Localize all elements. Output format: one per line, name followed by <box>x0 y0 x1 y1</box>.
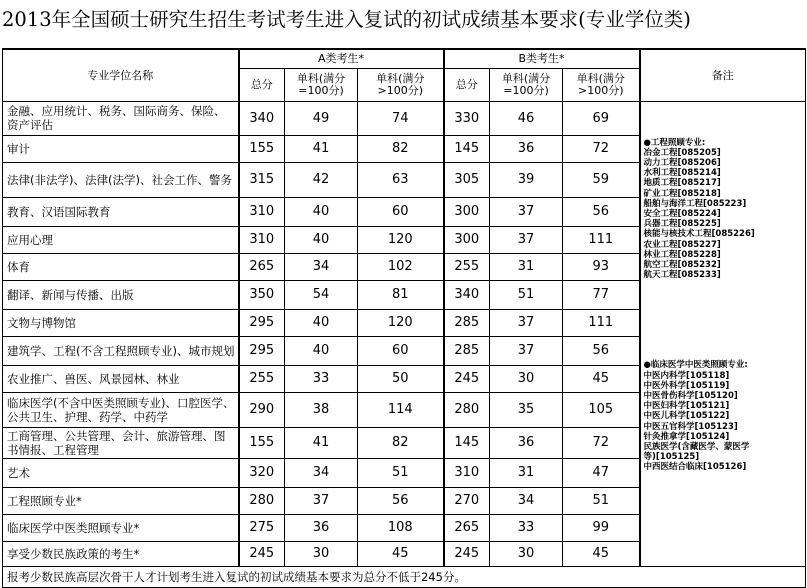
header-row-1 <box>3 49 806 68</box>
b-total-score: 285 <box>444 309 490 336</box>
a-single100-score: 40 <box>285 336 358 365</box>
b-total-header: 总分 <box>444 68 490 101</box>
medicine-remark <box>641 360 806 472</box>
program-name: 建筑学、工程(不含工程照顾专业)、城市规划 <box>3 336 239 365</box>
b-single-gt100-header: 单科(满分 >100分) <box>563 68 640 101</box>
a-total-score: 295 <box>239 336 285 365</box>
group-header-b: B类考生* <box>444 49 640 68</box>
a-total-score: 340 <box>239 101 285 135</box>
b-single100-score: 36 <box>490 427 563 458</box>
remark-line: 中医外科学[105119] <box>643 380 730 391</box>
a-total-score: 245 <box>239 541 285 566</box>
a-single-gt100-score: 114 <box>358 392 444 427</box>
a-total-header: 总分 <box>239 68 285 101</box>
a-total-score: 295 <box>239 309 285 336</box>
a-single-gt100-score: 81 <box>358 280 444 309</box>
b-single-gt100-score: 93 <box>563 253 640 280</box>
b-total-score: 340 <box>444 280 490 309</box>
a-total-score: 255 <box>239 365 285 392</box>
a-single100-score: 34 <box>285 253 358 280</box>
remark-line: 林业工程[085228] <box>643 249 721 260</box>
b-single100-score: 34 <box>490 487 563 514</box>
b-single100-score: 35 <box>490 392 563 427</box>
a-single-gt100-score: 56 <box>358 487 444 514</box>
a-single-gt100-score: 50 <box>358 365 444 392</box>
b-single-gt100-score: 99 <box>563 514 640 541</box>
a-single-gt100-score: 108 <box>358 514 444 541</box>
remark-line: 中医儿科学[105122] <box>643 411 730 422</box>
b-total-score: 300 <box>444 226 490 253</box>
b-single-gt100-score: 72 <box>563 427 640 458</box>
a-total-score: 310 <box>239 226 285 253</box>
a-single100-score: 40 <box>285 226 358 253</box>
a-single100-score: 40 <box>285 197 358 226</box>
b-single-gt100-score: 69 <box>563 101 640 135</box>
remark-line: 中医五官科学[105123] <box>643 421 738 432</box>
program-name: 金融、应用统计、税务、国际商务、保险、资产评估 <box>3 101 239 135</box>
b-single100-score: 51 <box>490 280 563 309</box>
b-total-score: 270 <box>444 487 490 514</box>
b-single100-score: 37 <box>490 226 563 253</box>
remark-line: 核能与核技术工程[085226] <box>643 229 755 240</box>
program-name: 农业推广、兽医、风景园林、林业 <box>3 365 239 392</box>
remarks-cell <box>640 101 806 566</box>
remark-line: 民族医学(含藏医学、蒙医学 <box>643 441 750 452</box>
a-single-gt100-score: 120 <box>358 309 444 336</box>
group-header-a: A类考生* <box>239 49 444 68</box>
b-single100-score: 31 <box>490 253 563 280</box>
program-name: 体育 <box>3 253 239 280</box>
a-single100-score: 36 <box>285 514 358 541</box>
a-total-score: 275 <box>239 514 285 541</box>
remark-line: 中医骨伤科学[105120] <box>643 390 738 401</box>
program-name: 临床医学(不含中医类照顾专业)、口腔医学、公共卫生、护理、药学、中药学 <box>3 392 239 427</box>
b-total-score: 245 <box>444 365 490 392</box>
b-total-score: 285 <box>444 336 490 365</box>
a-single100-score: 41 <box>285 135 358 162</box>
engineering-remark <box>641 138 806 281</box>
a-single100-score: 41 <box>285 427 358 458</box>
remark-line: 兵器工程[085225] <box>643 219 721 230</box>
b-single100-score: 30 <box>490 365 563 392</box>
b-single-gt100-score: 111 <box>563 309 640 336</box>
remark-line: 中西医结合临床[105126] <box>643 462 747 473</box>
remark-line: 水利工程[085214] <box>643 168 721 179</box>
table-row <box>3 101 806 135</box>
b-single100-score: 36 <box>490 135 563 162</box>
b-single100-score: 37 <box>490 336 563 365</box>
b-single100-score: 33 <box>490 514 563 541</box>
a-single-gt100-score: 51 <box>358 458 444 487</box>
a-single100-score: 49 <box>285 101 358 135</box>
a-single100-score: 33 <box>285 365 358 392</box>
remark-line: 船舶与海洋工程[085223] <box>643 198 747 209</box>
b-single-gt100-score: 45 <box>563 541 640 566</box>
a-total-score: 280 <box>239 487 285 514</box>
b-single100-score: 46 <box>490 101 563 135</box>
remark-line: 矿业工程[085218] <box>643 188 721 199</box>
a-single100-score: 37 <box>285 487 358 514</box>
a-single100-header: 单科(满分 =100分) <box>285 68 358 101</box>
a-single100-score: 30 <box>285 541 358 566</box>
program-name: 翻译、新闻与传播、出版 <box>3 280 239 309</box>
program-name: 工商管理、公共管理、会计、旅游管理、图书情报、工程管理 <box>3 427 239 458</box>
b-total-score: 280 <box>444 392 490 427</box>
remark-line: 中医内科学[105118] <box>643 370 730 381</box>
remark-line: 地质工程[085217] <box>643 178 721 189</box>
b-total-score: 145 <box>444 427 490 458</box>
b-total-score: 145 <box>444 135 490 162</box>
remark-line: 航天工程[085233] <box>643 270 721 281</box>
remark-line: ●工程照顾专业: <box>643 137 706 148</box>
a-single100-score: 38 <box>285 392 358 427</box>
a-total-score: 155 <box>239 135 285 162</box>
score-table <box>2 48 806 588</box>
b-single100-score: 37 <box>490 197 563 226</box>
b-single-gt100-score: 77 <box>563 280 640 309</box>
a-single100-score: 34 <box>285 458 358 487</box>
a-single100-score: 54 <box>285 280 358 309</box>
program-name: 应用心理 <box>3 226 239 253</box>
b-single-gt100-score: 72 <box>563 135 640 162</box>
a-total-score: 320 <box>239 458 285 487</box>
a-single-gt100-score: 60 <box>358 197 444 226</box>
b-single-gt100-score: 56 <box>563 197 640 226</box>
a-total-score: 290 <box>239 392 285 427</box>
a-single-gt100-header: 单科(满分 >100分) <box>358 68 444 101</box>
b-total-score: 305 <box>444 162 490 197</box>
col-header-name: 专业学位名称 <box>3 49 239 101</box>
a-total-score: 315 <box>239 162 285 197</box>
b-single100-score: 31 <box>490 458 563 487</box>
a-single100-score: 40 <box>285 309 358 336</box>
b-single100-score: 30 <box>490 541 563 566</box>
program-name: 审计 <box>3 135 239 162</box>
program-name: 临床医学中医类照顾专业* <box>3 514 239 541</box>
b-single100-score: 39 <box>490 162 563 197</box>
b-single-gt100-score: 47 <box>563 458 640 487</box>
a-single-gt100-score: 60 <box>358 336 444 365</box>
remark-line: 航空工程[085232] <box>643 259 721 270</box>
a-total-score: 265 <box>239 253 285 280</box>
b-total-score: 310 <box>444 458 490 487</box>
b-single-gt100-score: 105 <box>563 392 640 427</box>
a-total-score: 310 <box>239 197 285 226</box>
program-name: 教育、汉语国际教育 <box>3 197 239 226</box>
remark-line: ●临床医学中医类照顾专业: <box>643 360 748 371</box>
b-single-gt100-score: 45 <box>563 365 640 392</box>
a-total-score: 155 <box>239 427 285 458</box>
footer-row <box>3 566 806 587</box>
remark-line: 等)[105125] <box>643 452 700 463</box>
page-title: 2013年全国硕士研究生招生考试考生进入复试的初试成绩基本要求(专业学位类) <box>2 8 691 31</box>
a-total-score: 350 <box>239 280 285 309</box>
b-single-gt100-score: 111 <box>563 226 640 253</box>
b-single100-header: 单科(满分 =100分) <box>490 68 563 101</box>
b-single-gt100-score: 56 <box>563 336 640 365</box>
a-single-gt100-score: 45 <box>358 541 444 566</box>
remark-line: 动力工程[085206] <box>643 157 721 168</box>
a-single-gt100-score: 82 <box>358 135 444 162</box>
remark-line: 安全工程[085224] <box>643 208 721 219</box>
b-total-score: 255 <box>444 253 490 280</box>
remark-line: 农业工程[085227] <box>643 239 721 250</box>
a-single-gt100-score: 82 <box>358 427 444 458</box>
remark-line: 中医妇科学[105121] <box>643 401 730 412</box>
a-single-gt100-score: 102 <box>358 253 444 280</box>
a-single100-score: 42 <box>285 162 358 197</box>
b-total-score: 330 <box>444 101 490 135</box>
b-single-gt100-score: 59 <box>563 162 640 197</box>
program-name: 文物与博物馆 <box>3 309 239 336</box>
program-name: 艺术 <box>3 458 239 487</box>
col-header-remark: 备注 <box>640 49 806 101</box>
remark-line: 针灸推拿学[105124] <box>643 431 730 442</box>
b-total-score: 300 <box>444 197 490 226</box>
remark-line: 冶金工程[085205] <box>643 147 721 158</box>
b-single100-score: 37 <box>490 309 563 336</box>
b-total-score: 265 <box>444 514 490 541</box>
a-single-gt100-score: 63 <box>358 162 444 197</box>
b-total-score: 245 <box>444 541 490 566</box>
b-single-gt100-score: 51 <box>563 487 640 514</box>
program-name: 享受少数民族政策的考生* <box>3 541 239 566</box>
program-name: 工程照顾专业* <box>3 487 239 514</box>
a-single-gt100-score: 120 <box>358 226 444 253</box>
footer-note: 报考少数民族高层次骨干人才计划考生进入复试的初试成绩基本要求为总分不低于245分。 <box>3 566 806 587</box>
a-single-gt100-score: 74 <box>358 101 444 135</box>
program-name: 法律(非法学)、法律(法学)、社会工作、警务 <box>3 162 239 197</box>
